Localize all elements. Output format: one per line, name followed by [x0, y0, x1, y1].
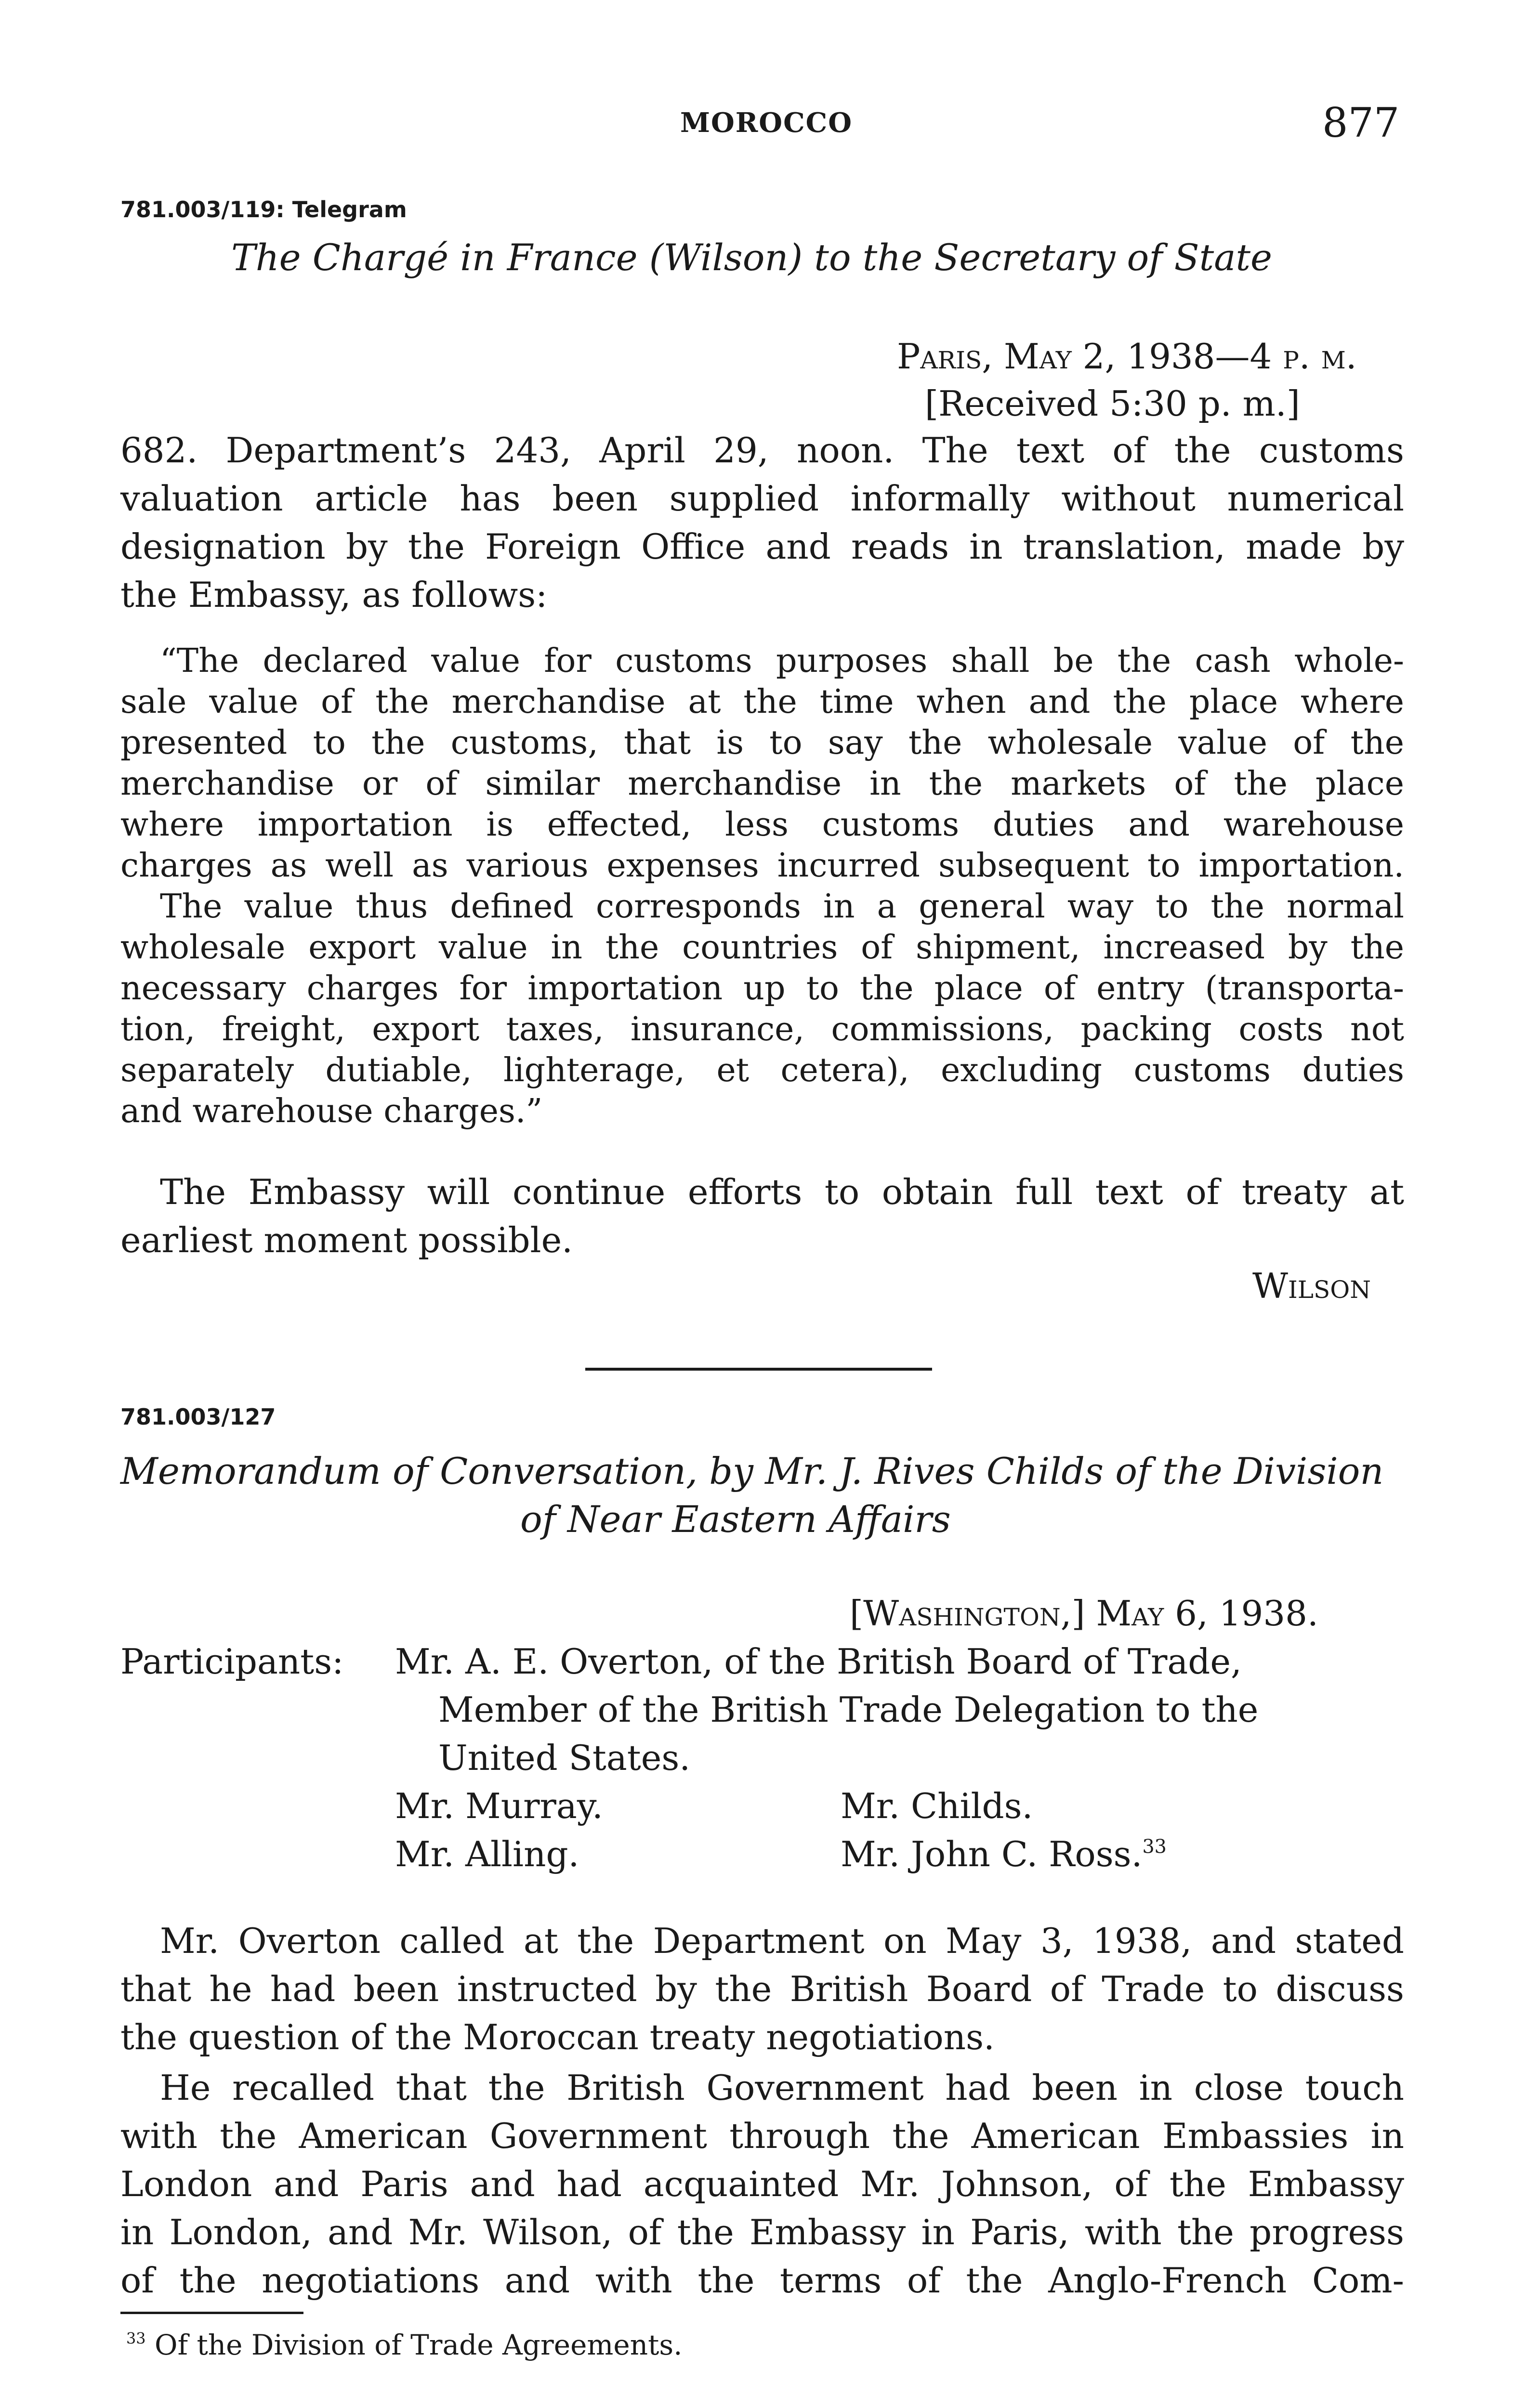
file-number: 781.003/119: Telegram: [120, 196, 407, 222]
participant: Mr. John C. Ross.$^{33}$: [841, 1834, 1167, 1874]
document-title: Memorandum of Conversation, by Mr. J. Rives Childs of the Division: [120, 1450, 1384, 1492]
text-line: the question of the Moroccan treaty negotiations.: [120, 2017, 995, 2057]
participants-right: [841, 1782, 1167, 1878]
text-line: the Embassy, as follows:: [120, 575, 548, 615]
participant: Mr. Murray.: [395, 1786, 603, 1826]
text-line: of the negotiations and with the terms of the Anglo-French Com-: [120, 2260, 1404, 2301]
quote-line: separately dutiable, lighterage, et cetera), excluding customs duties: [120, 1051, 1404, 1089]
participant-main: [395, 1637, 1258, 1782]
participant: Mr. Childs.: [841, 1786, 1033, 1826]
text-line: in London, and Mr. Wilson, of the Embassy in Paris, with the progress: [120, 2212, 1404, 2252]
quote-line: wholesale export value in the countries of shipment, increased by the: [120, 929, 1404, 967]
text-line: London and Paris and had acquainted Mr. Johnson, of the Embassy: [120, 2164, 1404, 2204]
text-line: He recalled that the British Government had been in close touch: [160, 2068, 1404, 2108]
quote-line: “The declared value for customs purposes shall be the cash whole-: [160, 642, 1404, 680]
footnote-text: Of the Division of Trade Agreements.: [155, 2329, 683, 2361]
text-line: 682. Department’s 243, April 29, noon. The text of the customs: [120, 430, 1404, 471]
participant: Mr. Alling.: [395, 1834, 579, 1874]
paragraph: [120, 1168, 1404, 1264]
text-line: with the American Government through the American Embassies in: [120, 2116, 1404, 2156]
footnote-ref: 33: [1142, 1835, 1167, 1858]
document-title: The Chargé in France (Wilson) to the Secretary of State: [231, 236, 1273, 279]
quote-line: tion, freight, export taxes, insurance, commissions, packing costs not: [120, 1010, 1404, 1048]
quote-line: necessary charges for importation up to the place of entry (transporta-: [120, 969, 1404, 1008]
paragraph: [120, 2064, 1404, 2304]
dateline: Paris, May 2, 1938—4 p. m.: [897, 336, 1357, 377]
paragraph: [120, 1917, 1404, 2061]
running-title: MOROCCO: [680, 107, 853, 139]
participants-label: Participants:: [120, 1641, 344, 1682]
paragraph: [120, 426, 1404, 619]
quote-line: sale value of the merchandise at the time when and the place where: [120, 683, 1404, 721]
footnote-rule: [120, 2312, 303, 2314]
document-title-continued: of Near Eastern Affairs: [520, 1498, 951, 1541]
received-line: [Received 5:30 p. m.]: [925, 383, 1300, 424]
file-number: 781.003/127: [120, 1404, 276, 1430]
text-line: United States.: [438, 1738, 691, 1778]
text-line: Member of the British Trade Delegation to the: [438, 1689, 1259, 1730]
text-line: Mr. A. E. Overton, of the British Board of Trade,: [395, 1641, 1242, 1682]
text-line: Mr. Overton called at the Department on May 3, 1938, and stated: [160, 1921, 1404, 1961]
text-line: The Embassy will continue efforts to obtain full text of treaty at: [160, 1172, 1404, 1212]
text-line: earliest moment possible.: [120, 1220, 573, 1260]
section-divider: [585, 1368, 932, 1371]
page-number: 877: [1322, 99, 1400, 146]
quote-line: charges as well as various expenses incurred subsequent to importation.: [120, 847, 1404, 885]
quote-line: The value thus defined corresponds in a general way to the normal: [160, 888, 1404, 926]
dateline: [Washington,] May 6, 1938.: [850, 1593, 1318, 1634]
text-line: valuation article has been supplied informally without numerical: [120, 478, 1404, 519]
quote-line: and warehouse charges.”: [120, 1092, 543, 1130]
quoted-article: [120, 641, 1404, 1132]
footnote-number: 33: [126, 2329, 146, 2348]
quote-line: presented to the customs, that is to say the wholesale value of the: [120, 724, 1404, 762]
quote-line: where importation is effected, less customs duties and warehouse: [120, 806, 1404, 844]
quote-line: merchandise or of similar merchandise in the markets of the place: [120, 765, 1404, 803]
signature: Wilson: [1252, 1266, 1371, 1306]
text-line: that he had been instructed by the British Board of Trade to discuss: [120, 1969, 1404, 2009]
participants-left: [395, 1782, 603, 1878]
footnote: [126, 2329, 683, 2361]
text-line: designation by the Foreign Office and reads in translation, made by: [120, 526, 1404, 567]
